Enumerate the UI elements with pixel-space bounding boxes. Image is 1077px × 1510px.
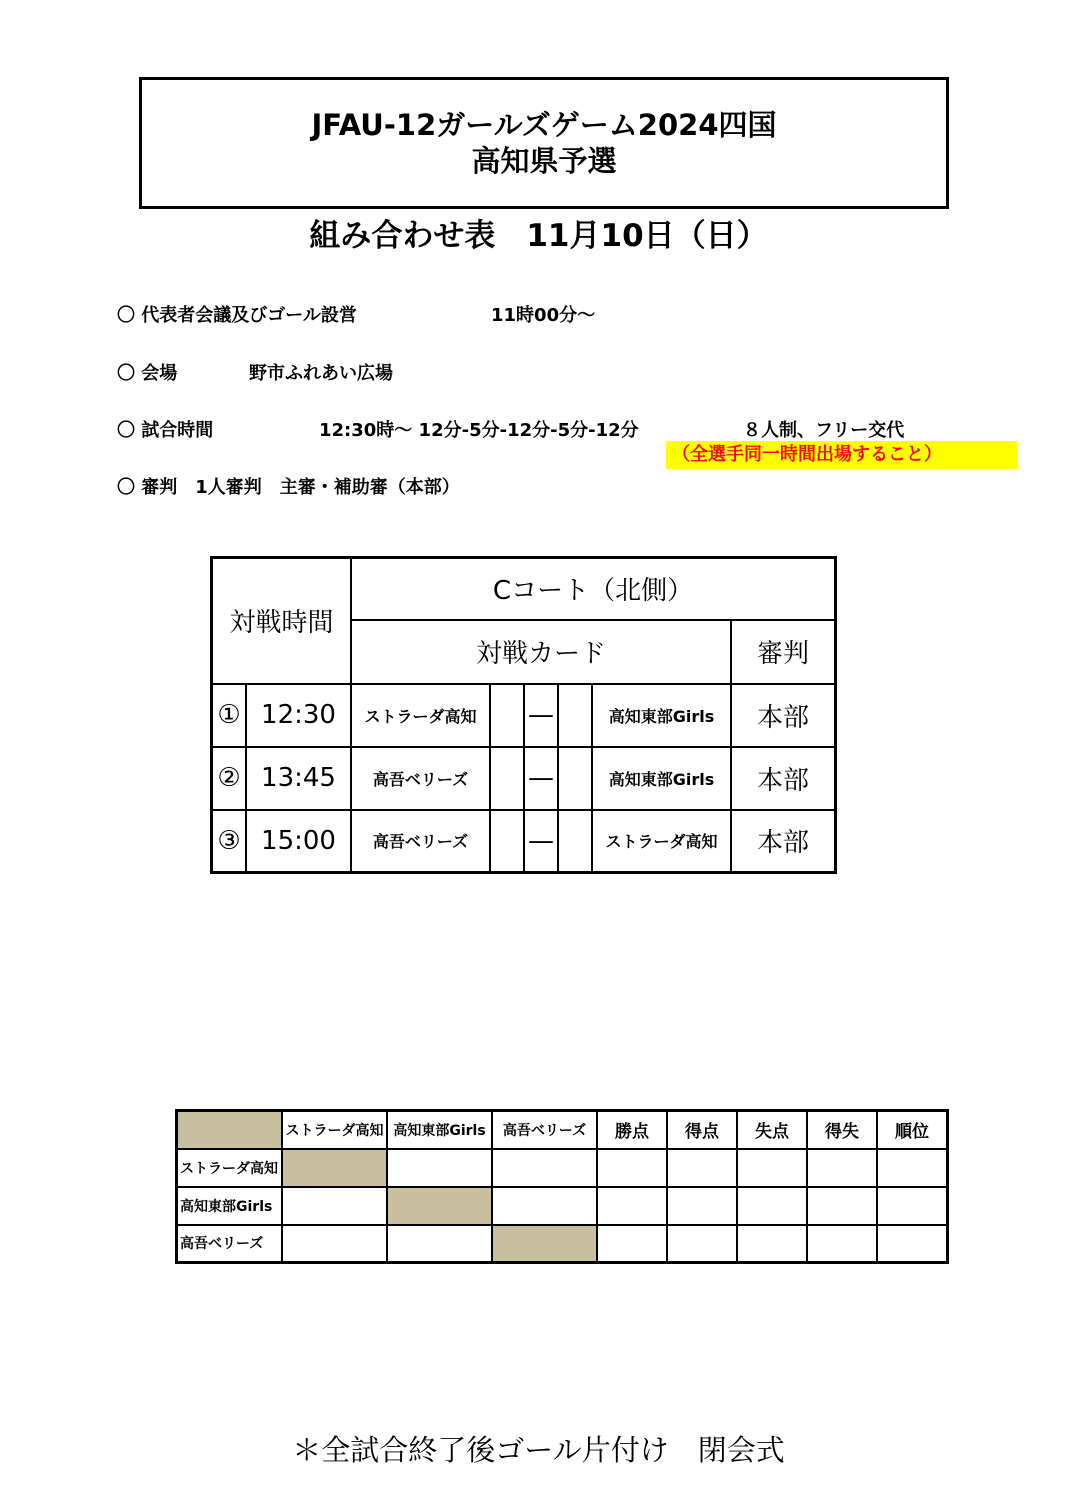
column-header: 高吾ベリーズ — [492, 1111, 597, 1149]
venue-label: 〇 会場 — [117, 363, 178, 384]
footer-note: ＊全試合終了後ゴール片付け 閉会式 — [292, 1433, 785, 1467]
meeting-label: 〇 代表者会議及びゴール設営 — [117, 305, 357, 326]
match-row — [212, 810, 836, 873]
league-table — [175, 1109, 949, 1264]
diagonal-cell — [282, 1149, 387, 1187]
referee-text: 〇 審判 1人審判 主審・補助審（本部） — [117, 477, 460, 498]
goals-for-cell — [667, 1225, 737, 1263]
title-line1: JFAU-12ガールズゲーム2024四国 — [311, 108, 777, 142]
goals-for-cell — [667, 1187, 737, 1225]
goal-diff-cell — [807, 1187, 877, 1225]
rank-cell — [877, 1149, 948, 1187]
away-score — [558, 810, 592, 873]
time-header: 対戦時間 — [212, 558, 352, 684]
rank-cell — [877, 1187, 948, 1225]
away-team: 高知東部Girls — [592, 684, 731, 747]
column-header: 勝点 — [597, 1111, 667, 1149]
page-subtitle: 組み合わせ表 11月10日（日） — [309, 218, 768, 254]
goal-diff-cell — [807, 1225, 877, 1263]
column-header: 得点 — [667, 1111, 737, 1149]
home-team: 高吾ベリーズ — [351, 810, 490, 873]
home-score — [490, 684, 524, 747]
goals-against-cell — [737, 1225, 807, 1263]
match-row — [212, 747, 836, 810]
diagonal-cell — [387, 1187, 492, 1225]
column-header: 順位 — [877, 1111, 948, 1149]
result-cell — [387, 1225, 492, 1263]
match-number: ① — [212, 684, 247, 747]
goals-against-cell — [737, 1149, 807, 1187]
format-value: ８人制、フリー交代 — [743, 420, 905, 441]
points-cell — [597, 1225, 667, 1263]
goals-for-cell — [667, 1149, 737, 1187]
league-row — [177, 1149, 948, 1187]
warning-note: （全選手同一時間出場すること） — [666, 441, 1017, 469]
diagonal-cell — [492, 1225, 597, 1263]
goals-against-cell — [737, 1187, 807, 1225]
goal-diff-cell — [807, 1149, 877, 1187]
column-header: ストラーダ高知 — [282, 1111, 387, 1149]
away-team: ストラーダ高知 — [592, 810, 731, 873]
venue-value: 野市ふれあい広場 — [249, 363, 393, 384]
match-referee: 本部 — [731, 684, 836, 747]
referee-header: 審判 — [731, 620, 836, 684]
result-cell — [387, 1149, 492, 1187]
time-value: 12:30時～ 12分-5分-12分-5分-12分 — [319, 420, 639, 441]
match-number: ③ — [212, 810, 247, 873]
result-cell — [492, 1187, 597, 1225]
title-box — [139, 77, 949, 209]
corner-cell — [177, 1111, 283, 1149]
column-header: 高知東部Girls — [387, 1111, 492, 1149]
away-team: 高知東部Girls — [592, 747, 731, 810]
match-referee: 本部 — [731, 810, 836, 873]
row-header: 高吾ベリーズ — [177, 1225, 283, 1263]
schedule-table — [210, 556, 837, 874]
match-time: 13:45 — [246, 747, 351, 810]
versus-dash: — — [524, 810, 558, 873]
away-score — [558, 747, 592, 810]
match-time: 12:30 — [246, 684, 351, 747]
court-header: Cコート（北側） — [351, 558, 836, 620]
match-time: 15:00 — [246, 810, 351, 873]
home-team: 高吾ベリーズ — [351, 747, 490, 810]
league-row — [177, 1225, 948, 1263]
card-header: 対戦カード — [351, 620, 731, 684]
home-score — [490, 747, 524, 810]
versus-dash: — — [524, 684, 558, 747]
title-line2: 高知県予選 — [471, 144, 617, 178]
match-referee: 本部 — [731, 747, 836, 810]
column-header: 失点 — [737, 1111, 807, 1149]
time-label: 〇 試合時間 — [117, 420, 214, 441]
column-header: 得失 — [807, 1111, 877, 1149]
match-row — [212, 684, 836, 747]
versus-dash: — — [524, 747, 558, 810]
points-cell — [597, 1187, 667, 1225]
rank-cell — [877, 1225, 948, 1263]
row-header: ストラーダ高知 — [177, 1149, 283, 1187]
match-number: ② — [212, 747, 247, 810]
league-row — [177, 1187, 948, 1225]
result-cell — [492, 1149, 597, 1187]
points-cell — [597, 1149, 667, 1187]
away-score — [558, 684, 592, 747]
home-score — [490, 810, 524, 873]
meeting-time: 11時00分～ — [491, 305, 596, 326]
row-header: 高知東部Girls — [177, 1187, 283, 1225]
home-team: ストラーダ高知 — [351, 684, 490, 747]
result-cell — [282, 1187, 387, 1225]
result-cell — [282, 1225, 387, 1263]
